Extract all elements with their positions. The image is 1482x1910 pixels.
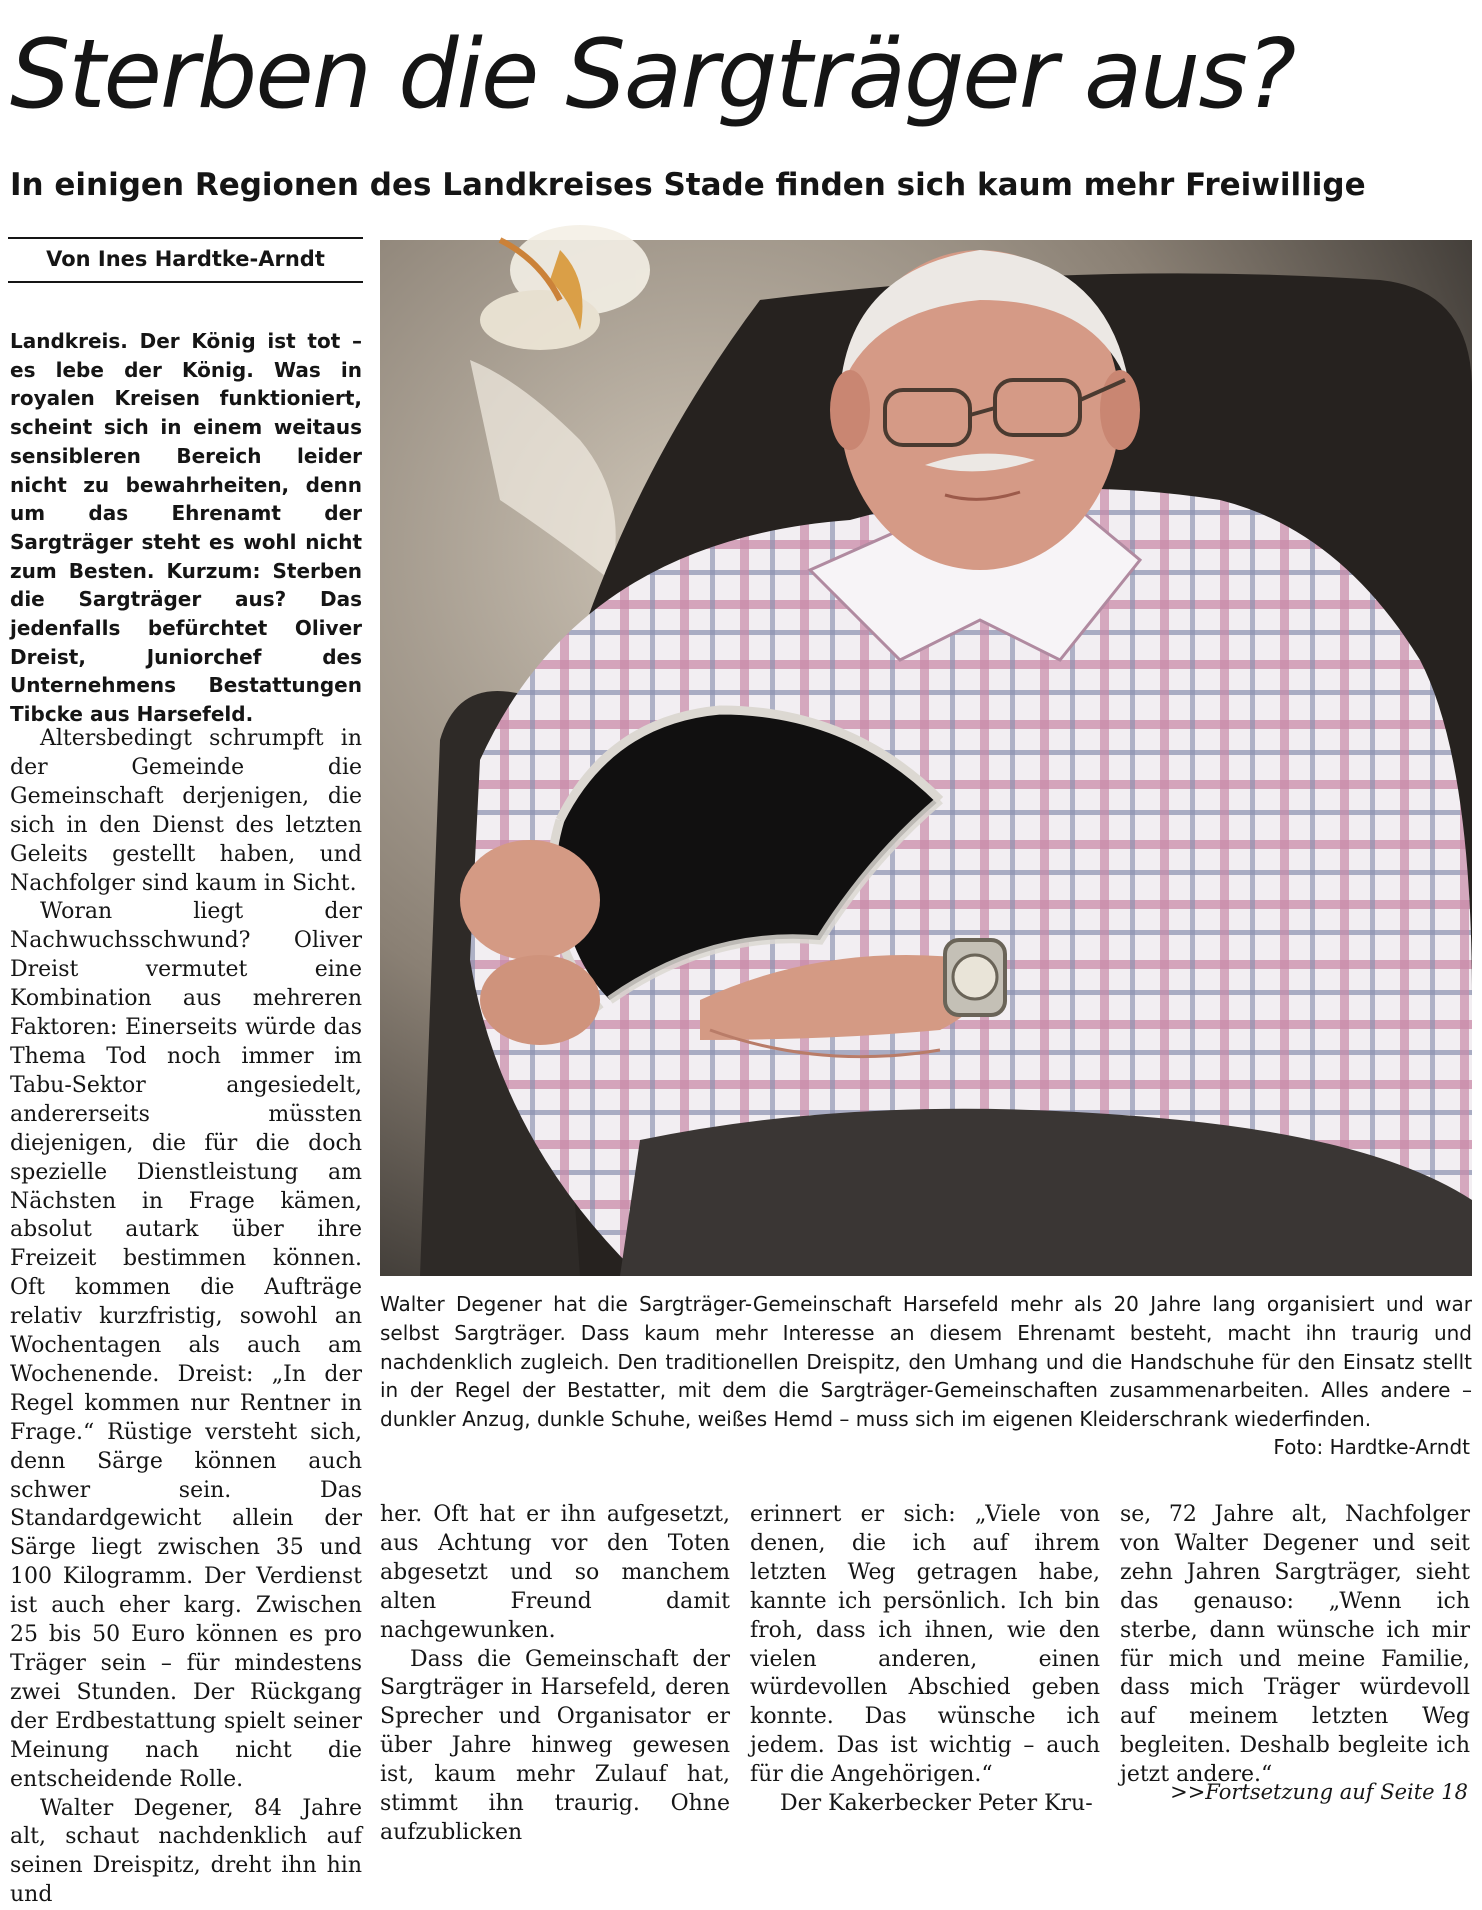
- headline: Sterben die Sargträger aus?: [10, 20, 1295, 130]
- body-column-1: [10, 725, 362, 1908]
- body-paragraph: Der Kakerbecker Peter Kru-: [780, 1791, 1093, 1817]
- body-paragraph: se, 72 Jahre alt, Nachfolger von Walter Degener und seit zehn Jahren Sargträger, sieht das genauso: „Wenn ich sterbe, dann wünsche ich mir für mich und meine Familie, dass mich Träger würdevoll auf meinem letzten Weg begleiten. Deshalb begleite ich jetzt andere.“: [1120, 1502, 1470, 1788]
- body-paragraph: Walter Degener, 84 Jahre alt, schaut nachdenklich auf seinen Dreispitz, dreht ihn hin und: [10, 1795, 362, 1908]
- body-column-3: [750, 1501, 1100, 1819]
- photo-caption: Walter Degener hat die Sargträger-Gemeinschaft Harsefeld mehr als 20 Jahre lang organisiert und war selbst Sargträger. Dass kaum mehr Interesse an diesem Ehrenamt besteht, macht ihn traurig und nachdenklich zugleich. Den traditionellen Dreispitz, den Umhang und die Handschuhe für den Einsatz stellt in der Regel der Bestatter, mit dem die Sargträger-Gemeinschaften zusammenarbeiten. Alles andere – dunkler Anzug, dunkle Schuhe, weißes Hemd – muss sich im eigenen Kleiderschrank wiederfinden.: [380, 1292, 1472, 1432]
- body-paragraph: Dass die Gemeinschaft der Sargträger in Harsefeld, deren Sprecher und Organisator er über Jahre hinweg gewesen ist, kaum mehr Zulauf hat, stimmt ihn traurig. Ohne aufzublicken: [380, 1646, 730, 1845]
- photo-credit: Foto: Hardtke-Arndt: [1273, 1435, 1470, 1459]
- lead-paragraph: Landkreis. Der König ist tot – es lebe der König. Was in royalen Kreisen funktioniert, scheint sich in einem weitaus sensibleren Bereich leider nicht zu bewahrheiten, denn um das Ehrenamt der Sargträger steht es wohl nicht zum Besten. Kurzum: Sterben die Sargträger aus? Das jedenfalls befürchtet Oliver Dreist, Juniorchef des Unternehmens Bestattungen Tibcke aus Harsefeld.: [10, 329, 362, 727]
- subheadline: In einigen Regionen des Landkreises Stade finden sich kaum mehr Freiwillige: [10, 167, 1366, 203]
- body-column-4: [1120, 1501, 1470, 1790]
- body-paragraph: Altersbedingt schrumpft in der Gemeinde die Gemeinschaft derjenigen, die sich in den Dienst des letzten Geleits gestellt haben, und Nachfolger sind kaum in Sicht.: [10, 726, 362, 896]
- body-column-2: [380, 1501, 730, 1848]
- body-paragraph: Woran liegt der Nachwuchsschwund? Oliver Dreist vermutet eine Kombination aus mehreren Faktoren: Einerseits würde das Thema Tod noch immer im Tabu-Sektor angesiedelt, andererseits müssten diejenigen, die für die doch spezielle Dienstleistung am Nächsten in Frage kämen, absolut autark über ihre Freizeit bestimmen können. Oft kommen die Aufträge relativ kurzfristig, sowohl an Wochentagen als auch am Wochenende. Dreist: „In der Regel kommen nur Rentner in Frage.“ Rüstige versteht sich, denn Särge können auch schwer sein. Das Standardgewicht allein der Särge liegt zwischen 35 und 100 Kilogramm. Der Verdienst ist auch eher karg. Zwischen 25 bis 50 Euro können es pro Träger sein – für mindestens zwei Stunden. Der Rückgang der Erdbestattung spielt seiner Meinung nach nicht die entscheidende Rolle.: [10, 899, 362, 1792]
- body-paragraph: her. Oft hat er ihn aufgesetzt, aus Achtung vor den Toten abgesetzt und so manchem alten Freund damit nachgewunken.: [380, 1502, 730, 1643]
- continuation-link[interactable]: >>Fortsetzung auf Seite 18: [1170, 1780, 1468, 1804]
- photo-illustration: [380, 240, 1472, 1276]
- photo-walter-degener: [380, 240, 1472, 1276]
- byline: Von Ines Hardtke-Arndt: [8, 237, 363, 283]
- body-paragraph: erinnert er sich: „Viele von denen, die ich auf ihrem letzten Weg getragen habe, kannte ich persönlich. Ich bin froh, dass ich ihnen, wie den vielen anderen, einen würdevollen Abschied geben konnte. Das wünsche ich jedem. Das ist wichtig – auch für die Angehörigen.“: [750, 1502, 1100, 1788]
